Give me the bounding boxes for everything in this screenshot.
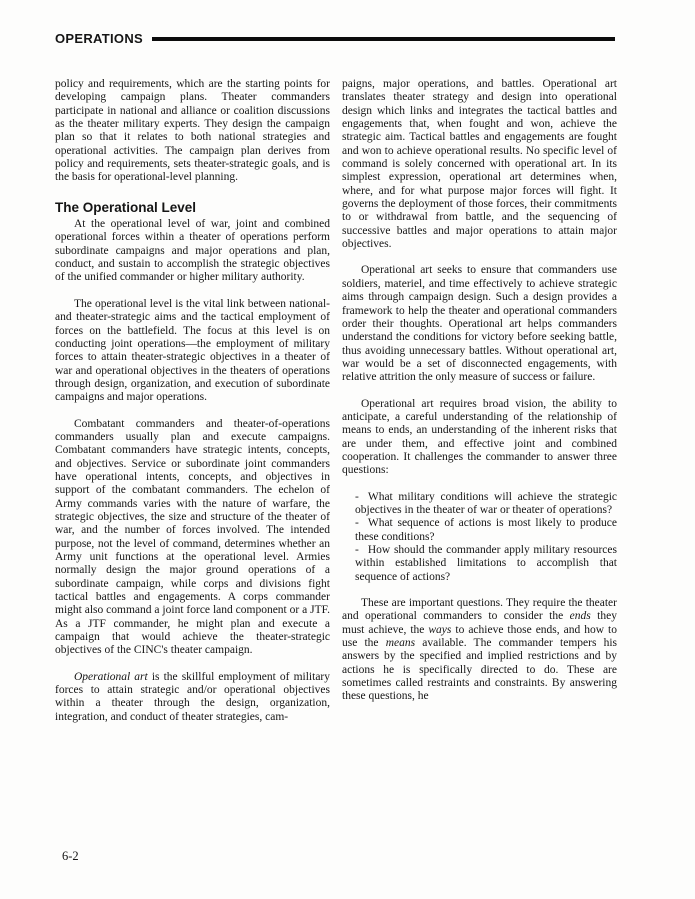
list-item: [355, 491, 617, 518]
header-rule: [152, 37, 615, 41]
list-dash: -: [355, 544, 359, 556]
paragraph-text: available. The commander tempers his answers by the specified and implied restrictions and by actions he is specifically directed to do. These are sometimes called restraints and constraints. By answering these questions, he: [342, 637, 617, 703]
italic-term: ways: [428, 623, 452, 636]
paragraph: At the operational level of war, joint and combined operational forces within a theater of operations perform subordinate campaigns and major operations and plan, conduct, and sustain to accomplish the strategic objectives of the unified commander or higher military authority.: [55, 218, 330, 284]
paragraph-text: to achieve those ends, and how to use the: [342, 623, 617, 650]
paragraph-text: These are important questions. They require the theater and operational commanders to consider the: [342, 597, 617, 623]
body-columns: [55, 78, 617, 724]
page-header: [55, 31, 615, 46]
list-item: [355, 517, 617, 544]
paragraph: Combatant commanders and theater-of-operations commanders usually plan and execute campaigns. Combatant commanders have strategic intents, concepts, and objectives. Service or subordinate joint commanders have operational intents, concepts, and objectives in support of the combatant commanders. The echelon of Army commands varies with the nature of warfare, the strategic objectives, the size and structure of the theater of war, and the number of forces involved. The intended purpose, not the level of command, determines whether an Army unit functions at the operational level. Armies normally design the major ground operations of a subordinate campaign, while corps and divisions fight tactical battles and engagements. A corps commander might also command a joint force land component or a JTF. As a JTF commander, he might plan and execute a campaign that would achieve the theater-strategic objectives of the CINC's theater campaign.: [55, 417, 330, 657]
italic-term: ends: [569, 610, 591, 623]
paragraph-operational-art: [55, 671, 330, 724]
page-number: 6-2: [62, 849, 79, 863]
section-heading: The Operational Level: [55, 199, 197, 215]
paragraph: Operational art seeks to ensure that commanders use soldiers, materiel, and time effectively to achieve strategic aims through campaign design. Such a design provides a framework to help the theater and operational commanders order their thoughts. Operational art helps commanders understand the conditions for victory before seeking battle, thus avoiding unnecessary battles. Without operational art, war would be a set of disconnected engagements, with relative attrition the only measure of success or failure.: [342, 264, 617, 384]
paragraph: Operational art requires broad vision, the ability to anticipate, a careful understanding of the relationship of means to ends, an understanding of the inherent risks that are under them, and effective joint and combined cooperation. It challenges the commander to answer three questions:: [342, 397, 617, 477]
paragraph-text: they must achieve, the: [342, 610, 617, 636]
list-item-text: What sequence of actions is most likely to produce these conditions?: [355, 517, 617, 543]
running-head: OPERATIONS: [55, 31, 143, 46]
list-dash: -: [355, 517, 359, 530]
right-column: [342, 78, 617, 724]
italic-term: means: [385, 637, 416, 650]
paragraph-continuation: policy and requirements, which are the starting points for developing campaign plans. Theater commanders participate in national and alliance or coalition discussions as the theater military experts. They design the campaign plan so that it relates to both national strategies and operational activities. The campaign plan derives from policy and requirements, sets theater-strategic goals, and is the basis for operational-level planning.: [55, 78, 330, 184]
question-list: [355, 491, 617, 584]
paragraph-text: is the skillful employment of military forces to attain strategic and/or operational objectives within a theater through the design, organization, integration, and conduct of theater strategies, cam-: [55, 670, 330, 723]
paragraph-continuation: paigns, major operations, and battles. Operational art translates theater strategy and design into operational design which links and integrates the tactical battles and engagements that, when fought and won, achieve the strategic aim. Tactical battles and engagements are fought and won to achieve operational results. No specific level of command is solely concerned with operational art. In its simplest expression, operational art determines when, where, and for what purpose major forces will fight. It governs the deployment of those forces, their commitments to or withdrawal from battle, and the sequencing of successive battles and major operations to attain major objectives.: [342, 78, 617, 251]
paragraph: The operational level is the vital link between national- and theater-strategic aims and the tactical employment of forces on the battlefield. The focus at this level is on conducting joint operations—the employment of military forces to attain theater-strategic objectives in a theater of war and operational objectives in the theaters of operations through design, organization, and execution of subordinate campaigns and major operations.: [55, 297, 330, 404]
list-item-text: How should the commander apply military resources within established limitations to accomplish that sequence of actions?: [355, 544, 617, 583]
list-item-text: What military conditions will achieve the strategic objectives in the theater of war or theater of operations?: [355, 490, 617, 516]
left-column: [55, 78, 330, 724]
list-dash: -: [355, 490, 359, 503]
italic-term: Operational art: [74, 670, 148, 683]
list-item: [355, 544, 617, 584]
paragraph-ends-ways-means: [342, 597, 617, 704]
